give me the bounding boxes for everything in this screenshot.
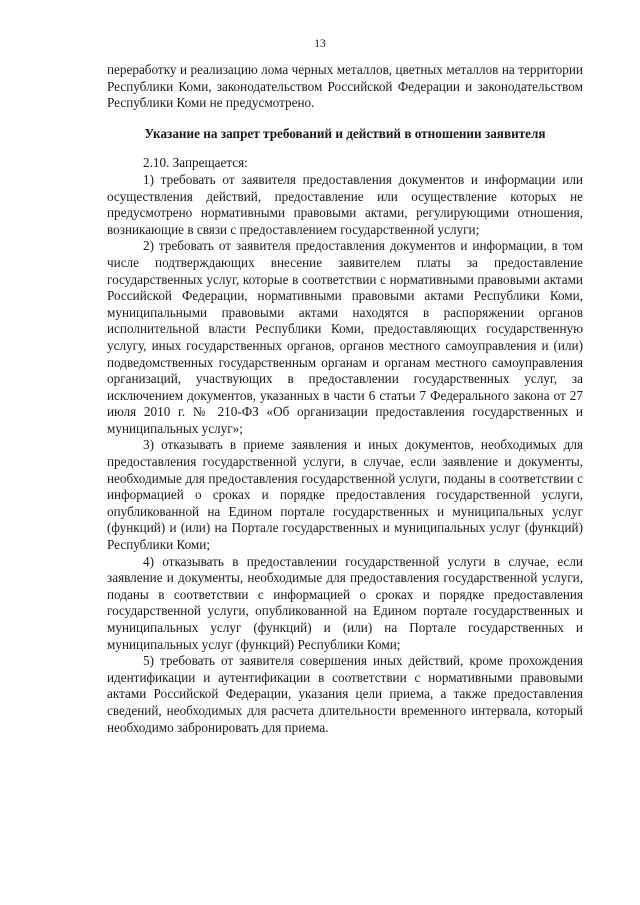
continuation-paragraph: переработку и реализацию лома черных металлов, цветных металлов на территории Республики Коми, законодательством Российской Федерации и законодательством Республики Коми не предусмотрено. [107, 62, 583, 111]
list-item: 3) отказывать в приеме заявления и иных документов, необходимых для предоставления государственной услуги, в случае, если заявление и документы, необходимые для предоставления государственной услуги, поданы в соответствии с информацией о сроках и порядке предоставления государственной услуги, опубликованной на Едином портале государственных и муниципальных услуг (функций) и (или) на Портале государственных и муниципальных услуг (функций) Республики Коми; [107, 437, 583, 553]
section-heading: Указание на запрет требований и действий в отношении заявителя [144, 125, 546, 141]
page-number: 13 [314, 38, 326, 50]
list-item: 1) требовать от заявителя предоставления документов и информации или осуществления действий, предоставление или осуществление которых не предусмотрено нормативными правовыми актами, регулирующими отношения, возникающие в связи с предоставлением государственной услуги; [107, 171, 583, 237]
clause-intro: 2.10. Запрещается: [143, 155, 248, 171]
list-item: 2) требовать от заявителя предоставления документов и информации, в том числе подтверждающих внесение заявителем платы за предоставление государственных услуг, которые в соответствии с нормативными правовыми актами Российской Федерации, нормативными правовыми актами Республики Коми, муниципальными правовыми актами находятся в распоряжении органов исполнительной власти Республики Коми, предоставляющих государственную услугу, иных государственных органов, органов местного самоуправления и (или) подведомственных государственным органам и органам местного самоуправления организаций, участвующих в предоставлении государственных услуг, за исключением документов, указанных в части 6 статьи 7 Федерального закона от 27 июля 2010 г. № 210-ФЗ «Об организации предоставления государственных и муниципальных услуг»; [107, 238, 583, 436]
list-item: 5) требовать от заявителя совершения иных действий, кроме прохождения идентификации и аутентификации в соответствии с нормативными правовыми актами Российской Федерации, указания цели приема, а также предоставления сведений, необходимых для расчета длительности временного интервала, который необходимо забронировать для приема. [107, 653, 583, 735]
list-item: 4) отказывать в предоставлении государственной услуги в случае, если заявление и документы, необходимые для предоставления государственной услуги, поданы в соответствии с информацией о сроках и порядке предоставления государственной услуги, опубликованной на Едином портале государственных и муниципальных услуг (функций) и (или) на Портале государственных и муниципальных услуг (функций) Республики Коми; [107, 553, 583, 652]
document-body [107, 62, 583, 736]
